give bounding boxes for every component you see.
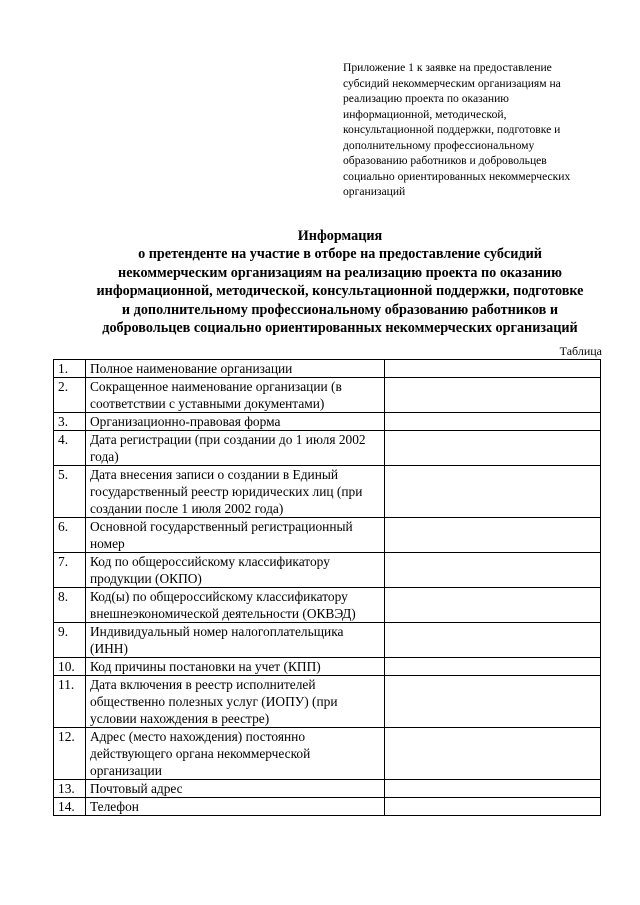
document-title: Информация	[297, 228, 383, 244]
row-value-field[interactable]	[385, 413, 601, 431]
row-value-field[interactable]	[385, 466, 601, 518]
table-row	[54, 588, 601, 623]
table-row	[54, 431, 601, 466]
row-value-field[interactable]	[385, 431, 601, 466]
row-label: Дата внесения записи о создании в Единый государственный реестр юридических лиц (при создании после 1 июля 2002 года)	[86, 466, 385, 518]
table-row	[54, 623, 601, 658]
row-label: Организационно-правовая форма	[86, 413, 385, 431]
row-value-field[interactable]	[385, 780, 601, 798]
appendix-note: Приложение 1 к заявке на предоставление субсидий некоммерческим организациям на реализацию проекта по оказанию информационной, методической, консультационной поддержки, подготовке и дополнительному профессиональному образованию работников и добровольцев социально ориентированных некоммерческих организаций	[343, 61, 571, 198]
table-row	[54, 360, 601, 378]
row-value-field[interactable]	[385, 676, 601, 728]
row-label: Код по общероссийскому классификатору продукции (ОКПО)	[86, 553, 385, 588]
row-label: Полное наименование организации	[86, 360, 385, 378]
organization-info-table	[53, 359, 601, 816]
row-label: Сокращенное наименование организации (в соответствии с уставными документами)	[86, 378, 385, 413]
row-value-field[interactable]	[385, 728, 601, 780]
row-number: 4.	[54, 431, 86, 466]
row-number: 9.	[54, 623, 86, 658]
row-label: Код причины постановки на учет (КПП)	[86, 658, 385, 676]
row-value-field[interactable]	[385, 553, 601, 588]
row-label: Адрес (место нахождения) постоянно действующего органа некоммерческой организации	[86, 728, 385, 780]
row-number: 12.	[54, 728, 86, 780]
table-row	[54, 413, 601, 431]
row-number: 6.	[54, 518, 86, 553]
row-label: Код(ы) по общероссийскому классификатору внешнеэкономической деятельности (ОКВЭД)	[86, 588, 385, 623]
row-number: 5.	[54, 466, 86, 518]
row-label: Телефон	[86, 798, 385, 816]
document-subtitle: о претенденте на участие в отборе на предоставление субсидий некоммерческим организациям на реализацию проекта по оказанию информационной, методической, консультационной поддержки, подготовке и дополнительному профессиональному образованию работников и добровольцев социально ориентированных некоммерческих организаций	[96, 246, 584, 337]
row-value-field[interactable]	[385, 518, 601, 553]
table-row	[54, 378, 601, 413]
row-number: 14.	[54, 798, 86, 816]
row-label: Основной государственный регистрационный номер	[86, 518, 385, 553]
table-row	[54, 466, 601, 518]
row-number: 8.	[54, 588, 86, 623]
row-number: 13.	[54, 780, 86, 798]
table-row	[54, 658, 601, 676]
table-row	[54, 798, 601, 816]
table-caption: Таблица	[559, 344, 602, 358]
row-number: 3.	[54, 413, 86, 431]
row-value-field[interactable]	[385, 588, 601, 623]
row-value-field[interactable]	[385, 658, 601, 676]
table-row	[54, 676, 601, 728]
row-number: 2.	[54, 378, 86, 413]
row-number: 1.	[54, 360, 86, 378]
row-label: Почтовый адрес	[86, 780, 385, 798]
row-number: 7.	[54, 553, 86, 588]
row-value-field[interactable]	[385, 378, 601, 413]
document-heading	[40, 227, 640, 337]
row-value-field[interactable]	[385, 798, 601, 816]
table-row	[54, 518, 601, 553]
row-label: Дата регистрации (при создании до 1 июля 2002 года)	[86, 431, 385, 466]
table-body	[54, 360, 601, 816]
row-number: 11.	[54, 676, 86, 728]
row-value-field[interactable]	[385, 623, 601, 658]
row-number: 10.	[54, 658, 86, 676]
table-row	[54, 553, 601, 588]
row-label: Индивидуальный номер налогоплательщика (ИНН)	[86, 623, 385, 658]
row-value-field[interactable]	[385, 360, 601, 378]
row-label: Дата включения в реестр исполнителей общественно полезных услуг (ИОПУ) (при условии нахождения в реестре)	[86, 676, 385, 728]
table-row	[54, 728, 601, 780]
table-row	[54, 780, 601, 798]
